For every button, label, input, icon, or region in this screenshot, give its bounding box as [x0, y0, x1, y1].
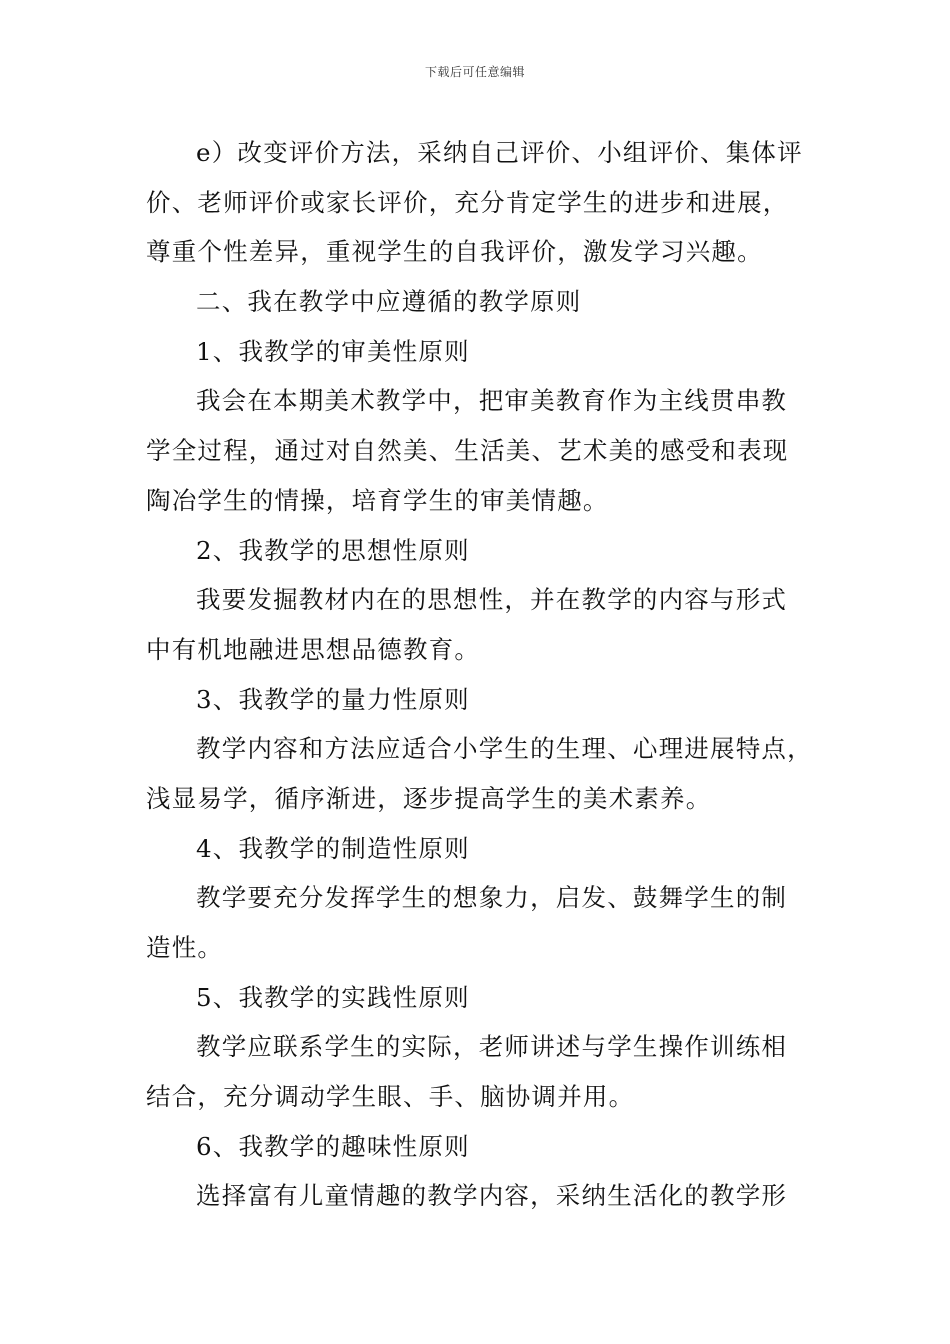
- text-line: 价、老师评价或家长评价，充分肯定学生的进步和进展，: [146, 187, 789, 217]
- text-line: 尊重个性差异，重视学生的自我评价，激发学习兴趣。: [146, 237, 763, 267]
- principle-heading: 1、我教学的审美性原则: [196, 336, 470, 366]
- principle-heading: 6、我教学的趣味性原则: [196, 1131, 470, 1161]
- text-line: 陶冶学生的情操，培育学生的审美情趣。: [146, 485, 609, 515]
- text-line: 教学内容和方法应适合小学生的生理、心理进展特点，: [196, 734, 813, 764]
- text-line: 教学应联系学生的实际，老师讲述与学生操作训练相: [196, 1032, 788, 1062]
- principle-heading: 3、我教学的量力性原则: [196, 684, 470, 714]
- text-line: 中有机地融进思想品德教育。: [146, 634, 481, 664]
- principle-heading: 4、我教学的制造性原则: [196, 833, 470, 863]
- text-line: 浅显易学，循序渐进，逐步提高学生的美术素养。: [146, 783, 712, 813]
- text-line: 学全过程，通过对自然美、生活美、艺术美的感受和表现: [146, 436, 789, 466]
- page-header: 下载后可任意编辑: [424, 65, 525, 79]
- text-line: 选择富有儿童情趣的教学内容，采纳生活化的教学形: [196, 1181, 788, 1211]
- text-line: e）改变评价方法，采纳自己评价、小组评价、集体评: [196, 138, 803, 167]
- text-line: 结合，充分调动学生眼、手、脑协调并用。: [146, 1082, 635, 1112]
- text-line: 我要发掘教材内在的思想性，并在教学的内容与形式: [196, 585, 788, 615]
- principle-heading: 5、我教学的实践性原则: [196, 982, 470, 1012]
- principle-heading: 2、我教学的思想性原则: [196, 535, 470, 565]
- document-body: [146, 128, 816, 1221]
- section-heading: 二、我在教学中应遵循的教学原则: [196, 287, 582, 317]
- text-line: 造性。: [146, 933, 224, 962]
- text-line: 我会在本期美术教学中，把审美教育作为主线贯串教: [196, 386, 788, 416]
- text-line: 教学要充分发挥学生的想象力，启发、鼓舞学生的制: [196, 883, 788, 913]
